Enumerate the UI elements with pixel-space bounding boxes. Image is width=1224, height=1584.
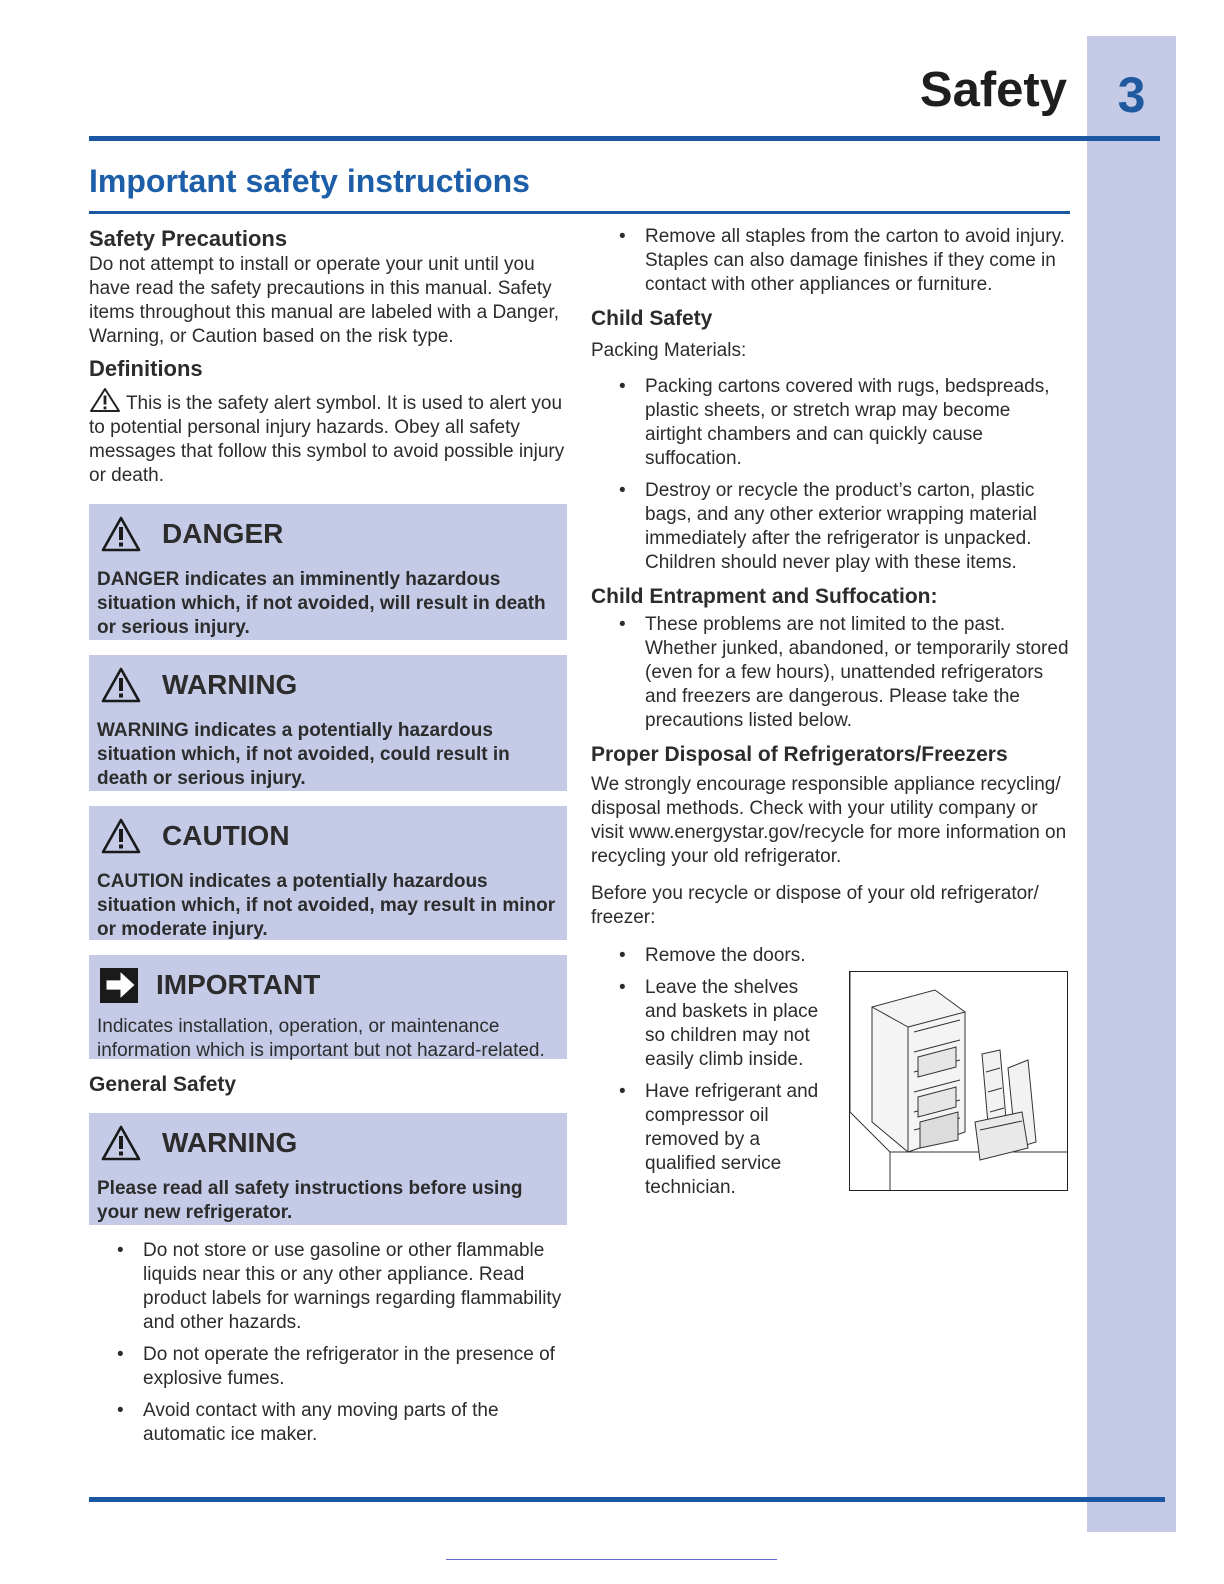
entrapment-list [591, 613, 1071, 733]
disposal-text: We strongly encourage responsible appliance recycling/ disposal methods. Check with your utility company or visit www.energystar.gov/recycle for more information on recycling your old refrigerator. [591, 774, 1067, 867]
general-safety-list [89, 1239, 567, 1447]
refrigerator-illustration [849, 971, 1068, 1191]
list-item: • Destroy or recycle the product’s carton, plastic bags, and any other exterior wrapping material immediately after the refrigerator is unpacked. Children should never play with these items. [591, 479, 1071, 575]
danger-box [89, 504, 567, 640]
footer-link-underline [446, 1559, 777, 1560]
list-item: • Have refrigerant and compressor oil removed by a qualified service technician. [591, 1080, 831, 1200]
child-safety-heading: Child Safety [591, 307, 713, 330]
list-item: • Do not store or use gasoline or other flammable liquids near this or any other appliance. Read product labels for warnings regarding flammability and other hazards. [89, 1239, 567, 1335]
title-rule [89, 211, 1070, 214]
list-item: • Leave the shelves and baskets in place so children may not easily climb inside. [591, 976, 831, 1072]
important-title: IMPORTANT [156, 969, 321, 1000]
precautions-heading: Safety Precautions [89, 226, 288, 251]
arrow-right-icon [100, 968, 138, 1003]
list-item: • Packing cartons covered with rugs, bedspreads, plastic sheets, or stretch wrap may become airtight chambers and can quickly cause suffocation. [591, 375, 1071, 471]
danger-text: DANGER indicates an imminently hazardous situation which, if not avoided, will result in death or serious injury. [97, 569, 546, 638]
warning-title: WARNING [162, 669, 298, 700]
caution-title: CAUTION [162, 820, 290, 851]
list-item: • Remove the doors. [591, 944, 831, 968]
caution-alert-icon [100, 817, 142, 855]
precautions-text: Do not attempt to install or operate your unit until you have read the safety precautions in this manual. Safety items throughout this manual are labeled with a Danger, Warning, or Caution based on the risk type. [89, 254, 559, 347]
list-item: • Remove all staples from the carton to avoid injury. Staples can also damage finishes if they come in contact with other appliances or furniture. [591, 225, 1071, 297]
general-warning-box [89, 1113, 567, 1225]
definitions-heading: Definitions [89, 356, 203, 381]
definitions-paragraph [89, 387, 567, 488]
warning-text: WARNING indicates a potentially hazardous situation which, if not avoided, could result in death or serious injury. [97, 720, 510, 789]
left-column [89, 225, 567, 1455]
caution-text: CAUTION indicates a potentially hazardous situation which, if not avoided, may result in minor or moderate injury. [97, 871, 556, 940]
danger-title: DANGER [162, 518, 284, 549]
page-title: Important safety instructions [89, 163, 530, 199]
packing-materials-label: Packing Materials: [591, 340, 747, 361]
entrapment-heading: Child Entrapment and Suffocation: [591, 585, 938, 608]
general-safety-heading: General Safety [89, 1073, 237, 1096]
important-text: Indicates installation, operation, or maintenance information which is important but not hazard-related. [97, 1016, 545, 1061]
staples-list [591, 225, 1071, 297]
list-item: • Do not operate the refrigerator in the presence of explosive fumes. [89, 1343, 567, 1391]
warning-alert-icon [100, 666, 142, 704]
important-box [89, 955, 567, 1059]
footer-rule [89, 1497, 1165, 1502]
refrigerator-doors-removed-image [850, 972, 1067, 1190]
list-item: • Avoid contact with any moving parts of the automatic ice maker. [89, 1399, 567, 1447]
warning-box [89, 655, 567, 791]
page-number: 3 [1117, 67, 1146, 123]
packing-list [591, 375, 1071, 575]
general-warning-text: Please read all safety instructions before using your new refrigerator. [97, 1178, 523, 1223]
header-rule [89, 136, 1160, 141]
disposal-list [591, 944, 831, 1200]
caution-box [89, 806, 567, 940]
before-dispose-text: Before you recycle or dispose of your old refrigerator/ freezer: [591, 883, 1039, 928]
danger-alert-icon [100, 515, 142, 553]
safety-alert-icon [89, 387, 121, 413]
warning-alert-icon [100, 1124, 142, 1162]
section-title: Safety [919, 63, 1067, 117]
general-warning-title: WARNING [162, 1127, 298, 1158]
list-item: • These problems are not limited to the past. Whether junked, abandoned, or temporarily stored (even for a few hours), unattended refrigerators and freezers are dangerous. Please take the precautions listed below. [591, 613, 1071, 733]
definitions-text: This is the safety alert symbol. It is used to alert you to potential personal injury hazards. Obey all safety messages that follow this symbol to avoid possible injury or death. [89, 393, 565, 486]
disposal-heading: Proper Disposal of Refrigerators/Freezers [591, 743, 1008, 766]
chapter-side-tab [1087, 36, 1176, 1532]
